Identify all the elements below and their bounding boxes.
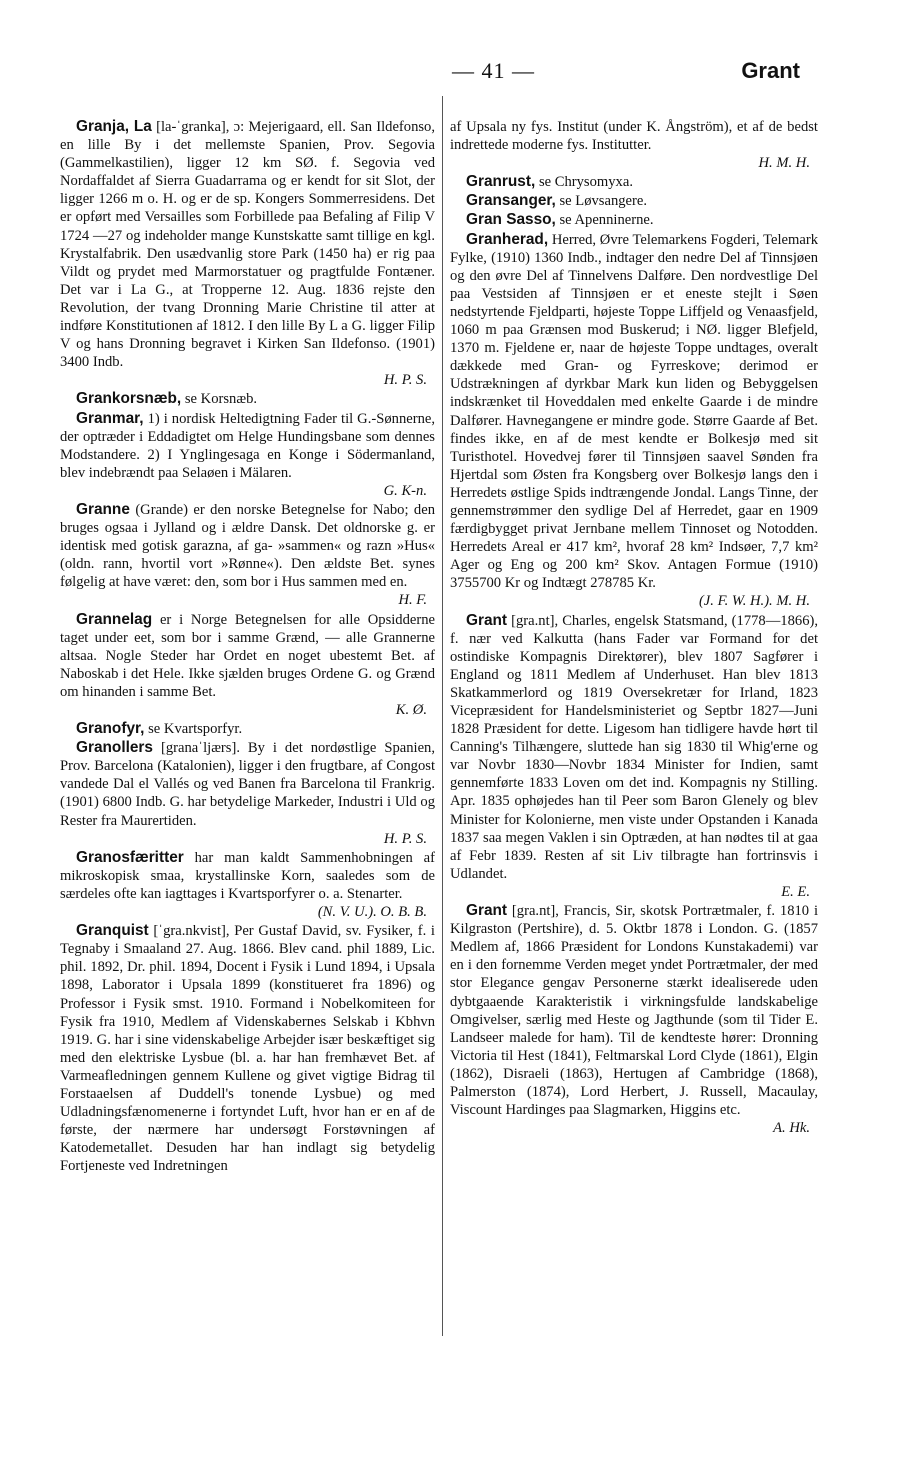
dictionary-entry <box>60 118 435 389</box>
entry-headword: Granherad, <box>466 230 549 248</box>
dictionary-entry <box>60 390 435 408</box>
entry-text: [la-ˈgranka], ɔ: Mejerigaard, ell. San Ildefonso, en lille By i det mellemste Spanien, Prov. Segovia (Gammelkastilien), ligger 12 km SØ. f. Segovia ved Nordaffaldet af Sierra Guadarrama og er kendt for sit Slot, der ligger 1266 m o. H. og er de sp. Kongers Sommerresidens. Det er opført med Versailles som Forbillede paa Befaling af Filip V 1724 —27 og indeholder mange Kunstskatte samt tillige en kgl. Krystalfabrik. Den usædvanlig store Park (1450 ha) er rig paa Vildt og prydet med Marmorstatuer og pragtfulde Fontæner. Det var i La G., at Tropperne 12. Aug. 1836 rejste den Revolution, der tvang Dronning Marie Christine til atter at indføre Konstitutionen af 1812. I den lille By L a G. ligger Filip V og hans Dronning begravet i Kirken San Ildefonso. (1901) 3400 Indb. <box>60 119 435 371</box>
entry-signature: (J. F. W. H.). M. H. <box>698 593 810 610</box>
dictionary-entry <box>450 902 818 1137</box>
entry-headword: Granmar, <box>76 409 144 427</box>
entry-text: er i Norge Betegnelsen for alle Opsidderne taget under eet, som bor i samme Grænd, — alle Grannerne altsaa. Nogle Steder har Ordet en noget ubestemt Bet. af Naboskab i det Hele. Ikke sjælden bruges Ordene G. og Grænd om hinanden i samme Bet. <box>60 611 436 700</box>
dictionary-entry <box>450 231 818 611</box>
entry-text: af Upsala ny fys. Institut (under K. Ångström), et af de bedst indrettede moderne fys. Institutter. <box>450 119 818 154</box>
entry-text: (Grande) er den norske Betegnelse for Nabo; den bruges ogsaa i Jylland og i ældre Dansk. Det oldnorske g. er identisk med gotisk garazna, af ga- »sammen« og razn »Hus« (oldn. rann, hvortil vort »Rønne«). Den ældste Bet. synes følgelig at have været: den, som bor i Hus sammen med en. <box>60 501 435 591</box>
page-number: — 41 — <box>452 58 535 83</box>
entry-signature: K. Ø. <box>395 702 427 718</box>
dictionary-entry <box>450 192 818 210</box>
entry-headword: Granrust, <box>466 173 536 191</box>
entry-text: [gra.nt], Charles, engelsk Statsmand, (1778—1866), f. nær ved Kalkutta (hans Fader var Formand for det ostindiske Kompagnis Direktører), blev 1807 Sagfører i England og 1811 Medlem af Underhuset. Han blev 1813 Skatkammerlord og 1819 Oversekretær for Irland, 1823 Vicepræsident for Handelsministeriet og Septbr 1827—Juni 1828 Præsident for dette. Ligesom han tidligere havde hørt til Canning's Tilhængere, sluttede han sig 1830 til Whig'erne og var Novbr 1830—Novbr 1834 Minister for Indien, samt gennemførte 1833 Loven om det ind. Kompagnis ny Stilling. Apr. 1835 ophøjedes han til Peer som Baron Glenely og blev Minister for Kolonierne, men viste under Opstanden i Kanada 1837 saa megen Vaklen i sin Optræden, at han nødtes til at gaa af Febr 1839. Resten af sit Liv tilbragte han fortrinsvis i Udlandet. <box>450 612 818 882</box>
entry-signature: H. P. S. <box>383 372 427 389</box>
dictionary-entry <box>60 501 435 610</box>
dictionary-entry <box>60 922 435 1175</box>
entry-headword: Granosfæritter <box>76 848 184 866</box>
dictionary-entry <box>60 849 435 921</box>
entry-signature: H. P. S. <box>383 830 427 847</box>
entry-signature: H. F. <box>398 592 427 609</box>
entry-text: har man kaldt Sammenhobningen af mikroskopisk smaa, krystallinske Korn, saaledes som de særdeles ofte kan iagttages i Kvartsporfyrer o. a. Stenarter. <box>60 849 435 902</box>
page-header <box>60 58 800 94</box>
entry-headword: Granofyr, <box>76 720 145 738</box>
entry-text: [granaˈljærs]. By i det nordøstlige Spanien, Prov. Barcelona (Katalonien), ligger i den frugtbare, af Congost vandede Dal el Vallés og ved Banen fra Barcelona til Frankrig. (1901) 6800 Indb. G. har betydelige Markeder, Industri i Uld og Rester fra Maurertiden. <box>60 740 435 829</box>
entry-headword: Granollers <box>76 739 153 757</box>
entry-headword: Grant <box>466 902 508 920</box>
entry-headword: Grant <box>466 611 508 629</box>
entry-headword: Granne <box>76 500 130 518</box>
entry-text: [gra.nt], Francis, Sir, skotsk Portrætmaler, f. 1810 i Kilgraston (Pertshire), d. 5. Oktbr 1878 i London. G. (1857 Medlem af, 1866 Præsident for Londons Kunstakademi) var en i den fornemme Verden meget yndet Portrætmaler, der med stor Elegance gengav Personerne stærkt idealiserede uden dybtgaaende Karakteristik i virkningsfulde landskabelige Omgivelser, særlig med Heste og Jagthunde (som til Tider E. Landseer malede for ham). Til de kendteste hører: Dronning Victoria til Hest (1841), Feltmarskal Lord Clyde (1861), Elgin (1862), Disraeli (1863), Hertugen af Cambridge (1868), Palmerston (1874), Lord Herbert, J. Russell, Macaulay, Viscount Hardinges paa Slagmarken, Higgins etc. <box>450 903 819 1119</box>
right-column <box>450 118 818 1138</box>
dictionary-entry <box>60 720 435 738</box>
entry-text: se Chrysomyxa. <box>538 174 633 191</box>
entry-headword: Gran Sasso, <box>466 211 556 229</box>
dictionary-entry <box>450 118 818 172</box>
dictionary-entry <box>60 410 435 500</box>
entry-text: se Apenninerne. <box>559 212 654 229</box>
entry-text: [ˈgra.nkvist], Per Gustaf David, sv. Fysiker, f. i Tegnaby i Smaaland 27. Aug. 1866. Blev cand. phil 1889, Lic. phil. 1892, Dr. phil. 1894, Docent i Fysik i Lund 1894, i Upsala 1898, Laborator i Upsala 1899 (konstitueret fra 1896) og Professor i Fysik smst. 1910. Formand i Nobelkomiteen for Fysik fra 1910, Medlem af Videnskabernes Selskab i Kbhvn 1919. G. har i sine videnskabelige Arbejder især beskæftiget sig med den elektriske Lysbue (bl. a. har han fremhævet Bet. af Varmeafledningen gennem Kullene og givet vigtige Bidrag til Forstaaelsen af Duddell's tonende Lysbue) og med Udladningsfænomenerne i fortyndet Luft, hvor han er en af de første, der nærmere har undersøgt Forstøvningen af Katodemetallet. Desuden har han indlagt sig betydelig Fortjeneste ved Indretningen <box>60 923 435 1175</box>
entry-signature: G. K-n. <box>383 482 427 499</box>
entry-headword: Grannelag <box>76 610 153 628</box>
dictionary-entry <box>450 211 818 229</box>
entry-text: se Løvsangere. <box>559 193 648 210</box>
entry-signature: E. E. <box>781 883 810 900</box>
dictionary-entry <box>450 612 818 902</box>
running-head: Grant <box>741 58 800 83</box>
column-divider <box>442 96 443 1336</box>
dictionary-entry <box>60 739 435 848</box>
entry-headword: Granja, La <box>76 118 152 135</box>
entry-signature: (N. V. U.). O. B. B. <box>317 904 427 921</box>
entry-headword: Granquist <box>76 922 149 940</box>
entry-signature: H. M. H. <box>758 155 810 172</box>
entry-headword: Grankorsnæb, <box>76 390 182 408</box>
entry-headword: Gransanger, <box>466 192 556 210</box>
entry-text: Herred, Øvre Telemarkens Fogderi, Telemark Fylke, (1910) 1360 Indb., indtager den nedre Del af Tinnsjøen og den øvre Del af Tinnelvens Dalføre. Den nordvestlige Del paa Vestsiden af Tinnsjøen er et eneste stejlt i Søen nedstyrtende Fjeldparti, højeste Toppe Liffjeld og Venaasfjeld, 1060 m paa Grænsen mod Buskerud; i NØ. ligger Blefjeld, 1370 m. Fjeldene er, naar de højeste Toppe undtages, overalt dækkede med Gran- og Fyrreskove; derimod er Udstrækningen af dyrkbar Mark kun liden og Bebyggelsen indskrænket til Hoveddalen med enkelte Gaarde i de mindre Dalfører. Havnegangene er mindre gode. Større Gaarde af Bet. findes ikke, en af de mest kendte er Bolkesjø med sit Turisthotel. Hovedvej fører til Tinnsjøen saavel Sønden fra Hjertdal som Østen fra Kongsberg over Bolkesjø langs den i Herredets østlige Spids indtrængende Jondal. Langs Tinne, der gennemstrømmer den sydlige Del af Herredet, gaar en 1909 færdigbygget privat Jernbane mellem Tinnoset og Notodden. Herredets Areal er 417 km², hvoraf 28 km² Indsøer, 7,7 km² Ager og Eng og 200 km² Skov. Antagen Formue (1910) 3755700 Kr og Indtægt 278785 Kr. <box>450 231 818 592</box>
left-column <box>60 118 435 1176</box>
entry-text: se Kvartsporfyr. <box>148 721 243 738</box>
entry-signature: A. Hk. <box>773 1120 810 1137</box>
dictionary-entry <box>60 611 435 720</box>
dictionary-entry <box>450 173 818 191</box>
entry-text: 1) i nordisk Heltedigtning Fader til G.-Sønnerne, der optræder i Eddadigtet om Helge Hundingsbane som dennes Modstandere. 2) I Ynglingesaga en Konge i Södermanland, blev indebrændt paa Selaøen i Mälaren. <box>60 410 435 481</box>
entry-text: se Korsnæb. <box>184 391 258 408</box>
